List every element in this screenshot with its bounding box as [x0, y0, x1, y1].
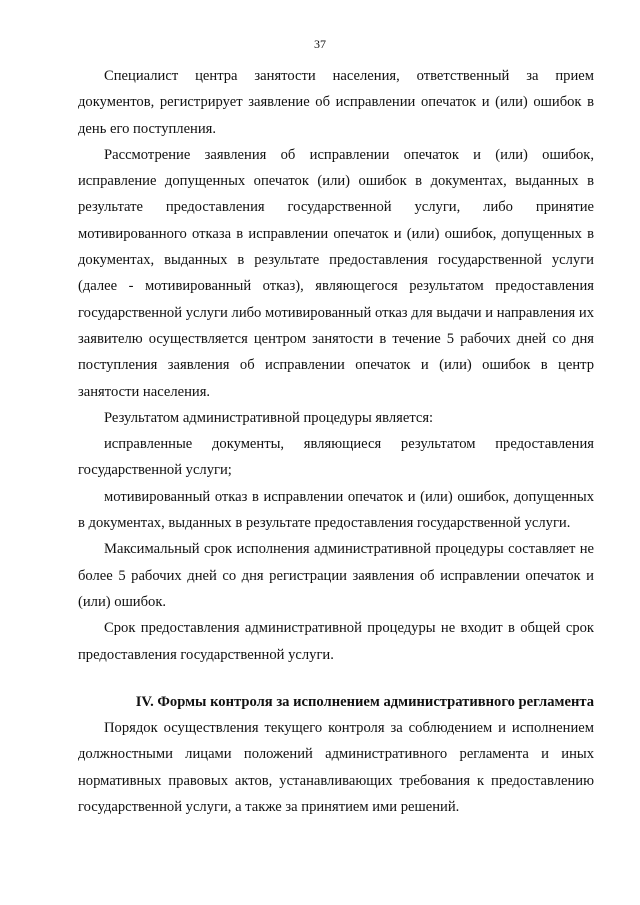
paragraph-term-note: Срок предоставления административной процедуры не входит в общей срок предоставления государственной услуги. [78, 620, 594, 663]
paragraph-review: Рассмотрение заявления об исправлении опечаток и (или) ошибок, исправление допущенных опечаток (или) ошибок в документах, выданных в результате предоставления государственной услуги, либо принятие мотивированного отказа в исправлении опечаток и (или) ошибок, допущенных в документах, выданных в результате предоставления государственной услуги (далее - мотивированный отказ), являющегося результатом предоставления государственной услуги либо мотивированный отказ для выдачи и направления их заявителю осуществляется центром занятости в течение 5 рабочих дней со дня поступления заявления об исправлении опечаток и (или) ошибок в центр занятости населения. [78, 146, 594, 400]
paragraph-control-procedure: Порядок осуществления текущего контроля за соблюдением и исполнением должностными лицами положений административного регламента и иных нормативных правовых актов, устанавливающих требования к предоставлению государственной услуги, а также за принятием ими решений. [78, 720, 594, 816]
page-number: 37 [314, 37, 326, 51]
paragraph-max-term: Максимальный срок исполнения административной процедуры составляет не более 5 рабочих дней со дня регистрации заявления об исправлении опечаток и (или) ошибок. [78, 541, 594, 610]
paragraph-result-refusal: мотивированный отказ в исправлении опечаток и (или) ошибок, допущенных в документах, выданных в результате предоставления государственной услуги. [78, 488, 594, 532]
paragraph-registration: Специалист центра занятости населения, ответственный за прием документов, регистрирует заявление об исправлении опечаток и (или) ошибок в день его поступления. [78, 68, 594, 137]
document-body [78, 63, 594, 820]
section-heading: IV. Формы контроля за исполнением административного регламента [135, 693, 594, 710]
paragraph-result-intro: Результатом административной процедуры является: [104, 409, 434, 426]
paragraph-result-corrected-docs: исправленные документы, являющиеся результатом предоставления государственной услуги; [78, 436, 594, 479]
